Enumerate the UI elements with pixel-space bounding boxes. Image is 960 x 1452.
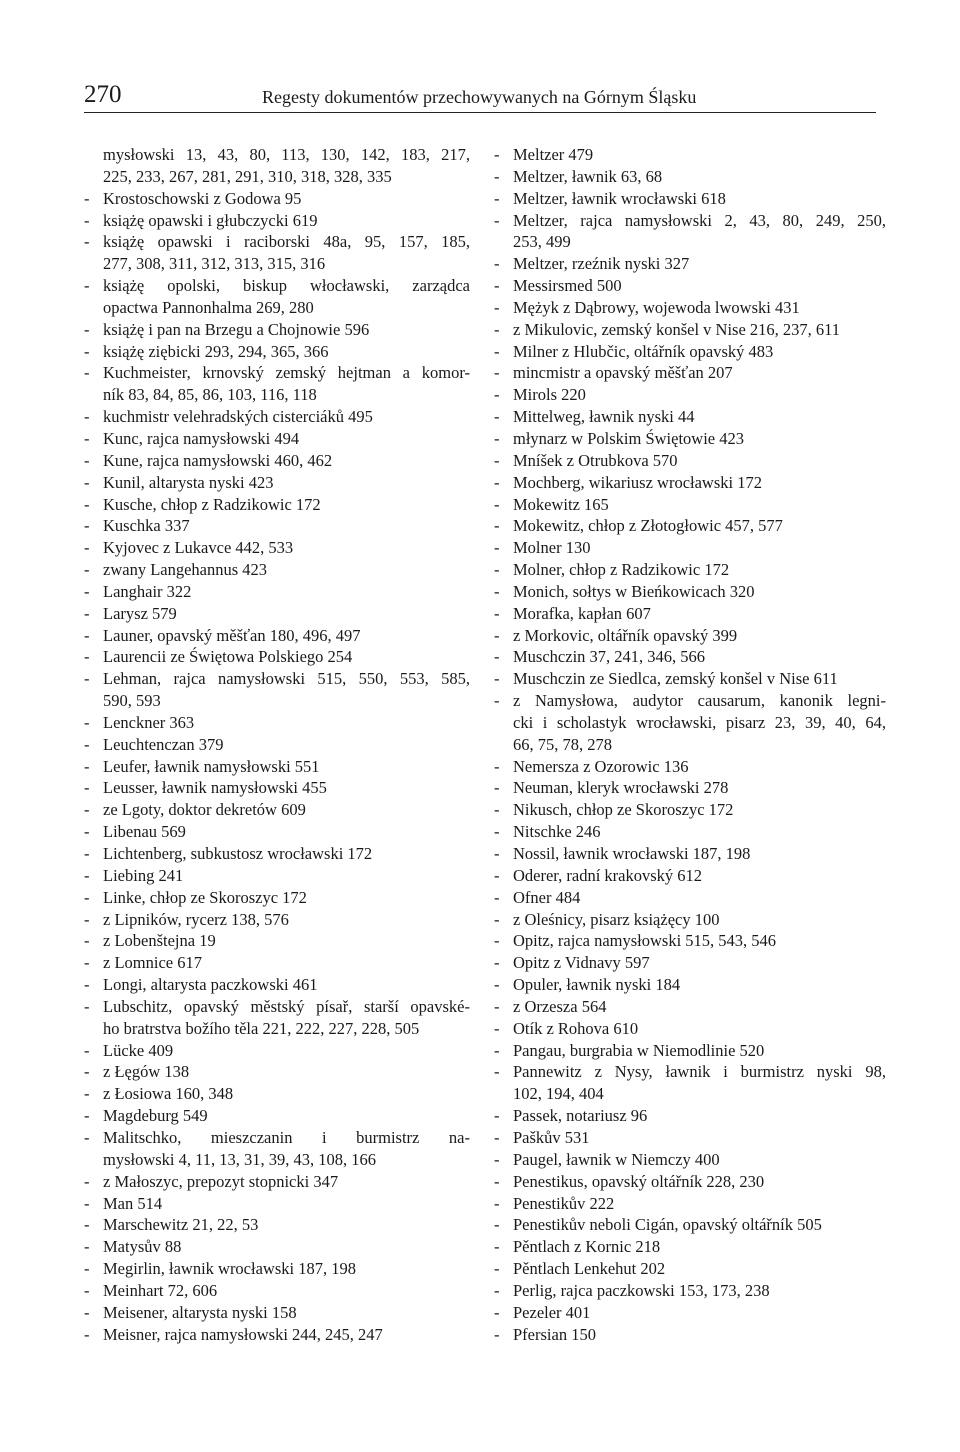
index-entry [494,930,886,952]
index-entry [84,712,470,734]
index-entry [494,1105,886,1127]
index-entry-line: - Penestikus, opavský oltářník 228, 230 [513,1171,765,1191]
index-entry [494,799,886,821]
index-entry-line: - Kunc, rajca namysłowski 494 [103,428,300,448]
index-entry-line: - Kusche, chłop z Radzikowic 172 [103,494,321,514]
index-entry [84,930,470,952]
index-entry-line: - Mittelweg, ławnik nyski 44 [513,407,695,427]
index-entry [84,1193,470,1215]
index-entry-line: - Krostoschowski z Godowa 95 [103,188,302,208]
index-entry [84,603,470,625]
index-entry [494,1324,886,1346]
index-entry [494,166,886,188]
index-entry [494,297,886,319]
index-entry-line: - Meltzer, ławnik 63, 68 [513,166,663,186]
index-entry [494,909,886,931]
index-entry-line: - mincmistr a opavský měšťan 207 [513,363,733,383]
index-entry-line: - Opitz, rajca namysłowski 515, 543, 546 [513,931,777,951]
index-entry-line: - Magdeburg 549 [103,1106,208,1126]
index-entry [494,1236,886,1258]
index-entry-line: cki i scholastyk wrocławski, pisarz 23, 39, 40, 64, [513,712,886,732]
index-entry-line: - Leufer, ławnik namysłowski 551 [103,756,320,776]
index-entry-line: - Mężyk z Dąbrowy, wojewoda lwowski 431 [513,297,800,317]
index-column-left [84,144,470,1345]
index-entry-line: - Kuchmeister, krnovský zemský hejtman a komor- [103,363,470,383]
index-entry-line: 590, 593 [103,691,161,711]
index-entry [84,756,470,778]
index-entry [494,581,886,603]
index-entry [494,1149,886,1171]
index-entry-line: - Penestikův 222 [513,1193,615,1213]
index-entry-line: - książę ziębicki 293, 294, 365, 366 [103,341,329,361]
index-entry [84,887,470,909]
index-entry [84,799,470,821]
index-entry [84,821,470,843]
index-entry-line: - Pfersian 150 [513,1324,596,1344]
index-entry [84,1040,470,1062]
index-entry [84,1105,470,1127]
index-entry-line: - Mochberg, wikariusz wrocławski 172 [513,472,762,492]
index-entry [84,843,470,865]
index-entry-line: - Paškův 531 [513,1127,590,1147]
index-entry [84,952,470,974]
index-entry [494,821,886,843]
index-entry-line: - Man 514 [103,1193,163,1213]
index-entry-line: - Marschewitz 21, 22, 53 [103,1215,259,1235]
index-entry-line: - Muschczin 37, 241, 346, 566 [513,647,706,667]
index-entry-line: - z Oleśnicy, pisarz książęcy 100 [513,909,720,929]
index-entry-line: - z Lipników, rycerz 138, 576 [103,909,289,929]
index-entry [84,646,470,668]
index-entry [84,668,470,712]
index-entry [494,952,886,974]
index-entry-line: - Pěntlach Lenkehut 202 [513,1259,666,1279]
index-entry-line: - Leusser, ławnik namysłowski 455 [103,778,327,798]
index-entry-line: - Linke, chłop ze Skoroszyc 172 [103,887,307,907]
index-entry [84,625,470,647]
index-entry [494,319,886,341]
index-entry-line: - Mirols 220 [513,385,586,405]
index-entry [494,341,886,363]
index-entry-line: - młynarz w Polskim Świętowie 423 [513,428,744,448]
index-entry [494,537,886,559]
index-entry [494,210,886,254]
index-entry [494,1018,886,1040]
index-entry [84,559,470,581]
index-entry [494,777,886,799]
index-entry [84,909,470,931]
index-entry-line: - Paugel, ławnik w Niemczy 400 [513,1149,720,1169]
index-entry-line: - Liebing 241 [103,865,184,885]
index-entry [494,384,886,406]
index-entry [494,188,886,210]
index-entry [494,887,886,909]
index-entry-line: - ze Lgoty, doktor dekretów 609 [103,800,306,820]
index-entry-line: - Meisner, rajca namysłowski 244, 245, 247 [103,1324,383,1344]
index-entry-line: - Penestikův neboli Cigán, opavský oltářník 505 [513,1215,822,1235]
index-entry-line: - Libenau 569 [103,822,186,842]
index-entry-line: - Pangau, burgrabia w Niemodlinie 520 [513,1040,765,1060]
index-entry-line: - z Namysłowa, audytor causarum, kanonik legni- [513,691,886,711]
index-entry [494,1040,886,1062]
index-entry [494,494,886,516]
index-entry [84,1324,470,1346]
index-entry-line: - Lenckner 363 [103,712,195,732]
index-entry [494,253,886,275]
index-entry [84,1061,470,1083]
index-entry-line: - Meinhart 72, 606 [103,1280,218,1300]
index-entry [494,625,886,647]
index-entry [494,668,886,690]
index-entry-line: - z Małoszyc, prepozyt stopnicki 347 [103,1171,339,1191]
index-entry [84,1280,470,1302]
header-rule [84,112,876,113]
index-entry-line: - Perlig, rajca paczkowski 153, 173, 238 [513,1280,770,1300]
index-entry-line: - Lehman, rajca namysłowski 515, 550, 553, 585, [103,669,470,689]
index-entry-line: - Otík z Rohova 610 [513,1018,639,1038]
index-entry [84,1236,470,1258]
index-entry [84,1083,470,1105]
index-entry-line: - Kune, rajca namysłowski 460, 462 [103,450,333,470]
index-entry-line: - Launer, opavský měšťan 180, 496, 497 [103,625,361,645]
index-entry-line: - z Orzesza 564 [513,996,607,1016]
index-entry-line: 66, 75, 78, 278 [513,734,612,754]
index-entry-line: - Meltzer, rajca namysłowski 2, 43, 80, 249, 250, [513,210,886,230]
index-entry-line: - Molner, chłop z Radzikowic 172 [513,560,730,580]
index-entry-line: - Monich, sołtys w Bieńkowicach 320 [513,581,755,601]
index-entry [494,144,886,166]
index-entry-line: - Nitschke 246 [513,822,601,842]
index-entry [494,1127,886,1149]
index-entry-line: - Kyjovec z Lukavce 442, 533 [103,538,294,558]
index-entry-line: - Nikusch, chłop ze Skoroszyc 172 [513,800,734,820]
index-entry-line: - Lücke 409 [103,1040,174,1060]
index-entry-line: - z Łęgów 138 [103,1062,190,1082]
index-entry [494,996,886,1018]
index-entry [84,341,470,363]
index-entry [84,188,470,210]
index-entry-line: - Langhair 322 [103,581,192,601]
index-entry [84,494,470,516]
index-entry [494,428,886,450]
index-entry-line: - Neuman, kleryk wrocławski 278 [513,778,729,798]
index-entry-line: mysłowski 4, 11, 13, 31, 39, 43, 108, 166 [103,1149,377,1169]
index-entry-line: 253, 499 [513,232,571,252]
index-entry-line: - Oderer, radní krakovský 612 [513,865,703,885]
index-entry [84,472,470,494]
index-entry [84,1258,470,1280]
index-entry [84,1214,470,1236]
index-entry-line: 225, 233, 267, 281, 291, 310, 318, 328, 335 [103,166,392,186]
index-entry [84,537,470,559]
index-entry-line: - Laurencii ze Świętowa Polskiego 254 [103,647,353,667]
index-entry [84,777,470,799]
index-entry [84,319,470,341]
index-entry [494,756,886,778]
index-entry-line: - książę opawski i głubczycki 619 [103,210,318,230]
index-entry [494,450,886,472]
index-entry [494,559,886,581]
index-entry [84,1171,470,1193]
index-entry-line: - kuchmistr velehradských cisterciáků 495 [103,407,373,427]
index-entry-line: - Matysův 88 [103,1237,182,1257]
index-entry-line: - Passek, notariusz 96 [513,1106,648,1126]
index-entry-line: - Nossil, ławnik wrocławski 187, 198 [513,844,751,863]
index-entry-line: - Molner 130 [513,538,591,558]
index-entry-line: - Pannewitz z Nysy, ławnik i burmistrz nyski 98, [513,1062,886,1082]
index-entry-line: - Muschczin ze Siedlca, zemský konšel v Nise 611 [513,669,838,689]
index-entry-line: - z Łosiowa 160, 348 [103,1084,234,1104]
index-entry [494,974,886,996]
index-entry-line: - Milner z Hlubčic, oltářník opavský 483 [513,341,774,361]
index-entry [494,406,886,428]
index-entry-line: - Meltzer, ławnik wrocławski 618 [513,188,726,208]
page-number: 270 [84,81,122,108]
index-entry [84,865,470,887]
index-entry [84,1127,470,1171]
index-entry [494,865,886,887]
index-entry-line: mysłowski 13, 43, 80, 113, 130, 142, 183, 217, [103,145,470,164]
index-entry [84,581,470,603]
index-entry-line: - Leuchtenczan 379 [103,734,224,754]
index-entry [84,144,470,188]
index-entry-line: - książę opolski, biskup włocławski, zarządca [103,276,470,296]
index-entry [494,1302,886,1324]
index-entry [494,690,886,756]
index-entry-line: 277, 308, 311, 312, 313, 315, 316 [103,254,326,274]
index-entry [84,974,470,996]
running-title: Regesty dokumentów przechowywanych na Górnym Śląsku [262,87,697,107]
index-entry-line: - Pěntlach z Kornic 218 [513,1237,661,1257]
index-entry-line: - Mokewitz, chłop z Złotogłowic 457, 577 [513,516,783,536]
index-entry-line: - Meltzer 479 [513,145,594,164]
index-entry-line: - Opitz z Vidnavy 597 [513,953,650,973]
index-entry [494,1061,886,1105]
running-header [84,80,876,114]
index-entry-line: ník 83, 84, 85, 86, 103, 116, 118 [103,385,317,405]
index-entry [84,362,470,406]
index-entry [84,450,470,472]
index-column-right [494,144,886,1345]
index-entry-line: - Meltzer, rzeźnik nyski 327 [513,254,690,274]
index-entry-line: - Mníšek z Otrubkova 570 [513,450,678,470]
index-entry [494,1193,886,1215]
index-entry [84,515,470,537]
index-entry-line: - Kuschka 337 [103,516,190,536]
index-entry-line: ho bratrstva božího těla 221, 222, 227, 228, 505 [103,1018,420,1038]
index-entry-line: - Longi, altarysta paczkowski 461 [103,975,318,995]
index-entry-line: - książę i pan na Brzegu a Chojnowie 596 [103,319,370,339]
index-entry-line: - Nemersza z Ozorowic 136 [513,756,689,776]
index-entry-line: - Ofner 484 [513,887,581,907]
index-entry [494,472,886,494]
index-entry-line: - z Lobenštejna 19 [103,931,216,951]
index-entry-line: 102, 194, 404 [513,1084,604,1104]
index-entry [84,406,470,428]
index-entry-line: - Messirsmed 500 [513,276,622,296]
index-entry-line: - Larysz 579 [103,603,177,623]
index-entry-line: - Kunil, altarysta nyski 423 [103,472,274,492]
index-entry [494,603,886,625]
index-entry-line: - Opuler, ławnik nyski 184 [513,975,681,995]
index-entry [84,734,470,756]
index-entry-line: - z Morkovic, oltářník opavský 399 [513,625,738,645]
index-entry [84,428,470,450]
index-entry [494,362,886,384]
index-entry [84,1302,470,1324]
index-entry [494,1214,886,1236]
index-entry [494,1171,886,1193]
index-entry [494,646,886,668]
index-entry [84,275,470,319]
index-entry [494,275,886,297]
index-entry-line: - Lubschitz, opavský městský písař, starší opavské- [103,996,470,1016]
index-entry-line: - Meisener, altarysta nyski 158 [103,1302,297,1322]
index-entry [494,1280,886,1302]
index-entry [84,996,470,1040]
index-entry-line: - Morafka, kapłan 607 [513,603,651,623]
index-entry-line: - książę opawski i raciborski 48a, 95, 157, 185, [103,232,470,252]
index-entry-line: - Malitschko, mieszczanin i burmistrz na- [103,1127,470,1147]
index-entry [84,231,470,275]
index-entry [494,515,886,537]
index-entry [494,1258,886,1280]
index-entry-line: - Pezeler 401 [513,1302,591,1322]
index-entry-line: - Megirlin, ławnik wrocławski 187, 198 [103,1259,356,1279]
index-entry-line: - zwany Langehannus 423 [103,560,268,580]
index-entry [494,843,886,865]
index-entry-line: - Lichtenberg, subkustosz wrocławski 172 [103,844,373,863]
index-entry-line: - Mokewitz 165 [513,494,609,514]
index-entry-line: - z Lomnice 617 [103,953,202,973]
index-entry-line: opactwa Pannonhalma 269, 280 [103,297,314,317]
index-entry-line: - z Mikulovic, zemský konšel v Nise 216, 237, 611 [513,319,841,339]
index-entry [84,210,470,232]
